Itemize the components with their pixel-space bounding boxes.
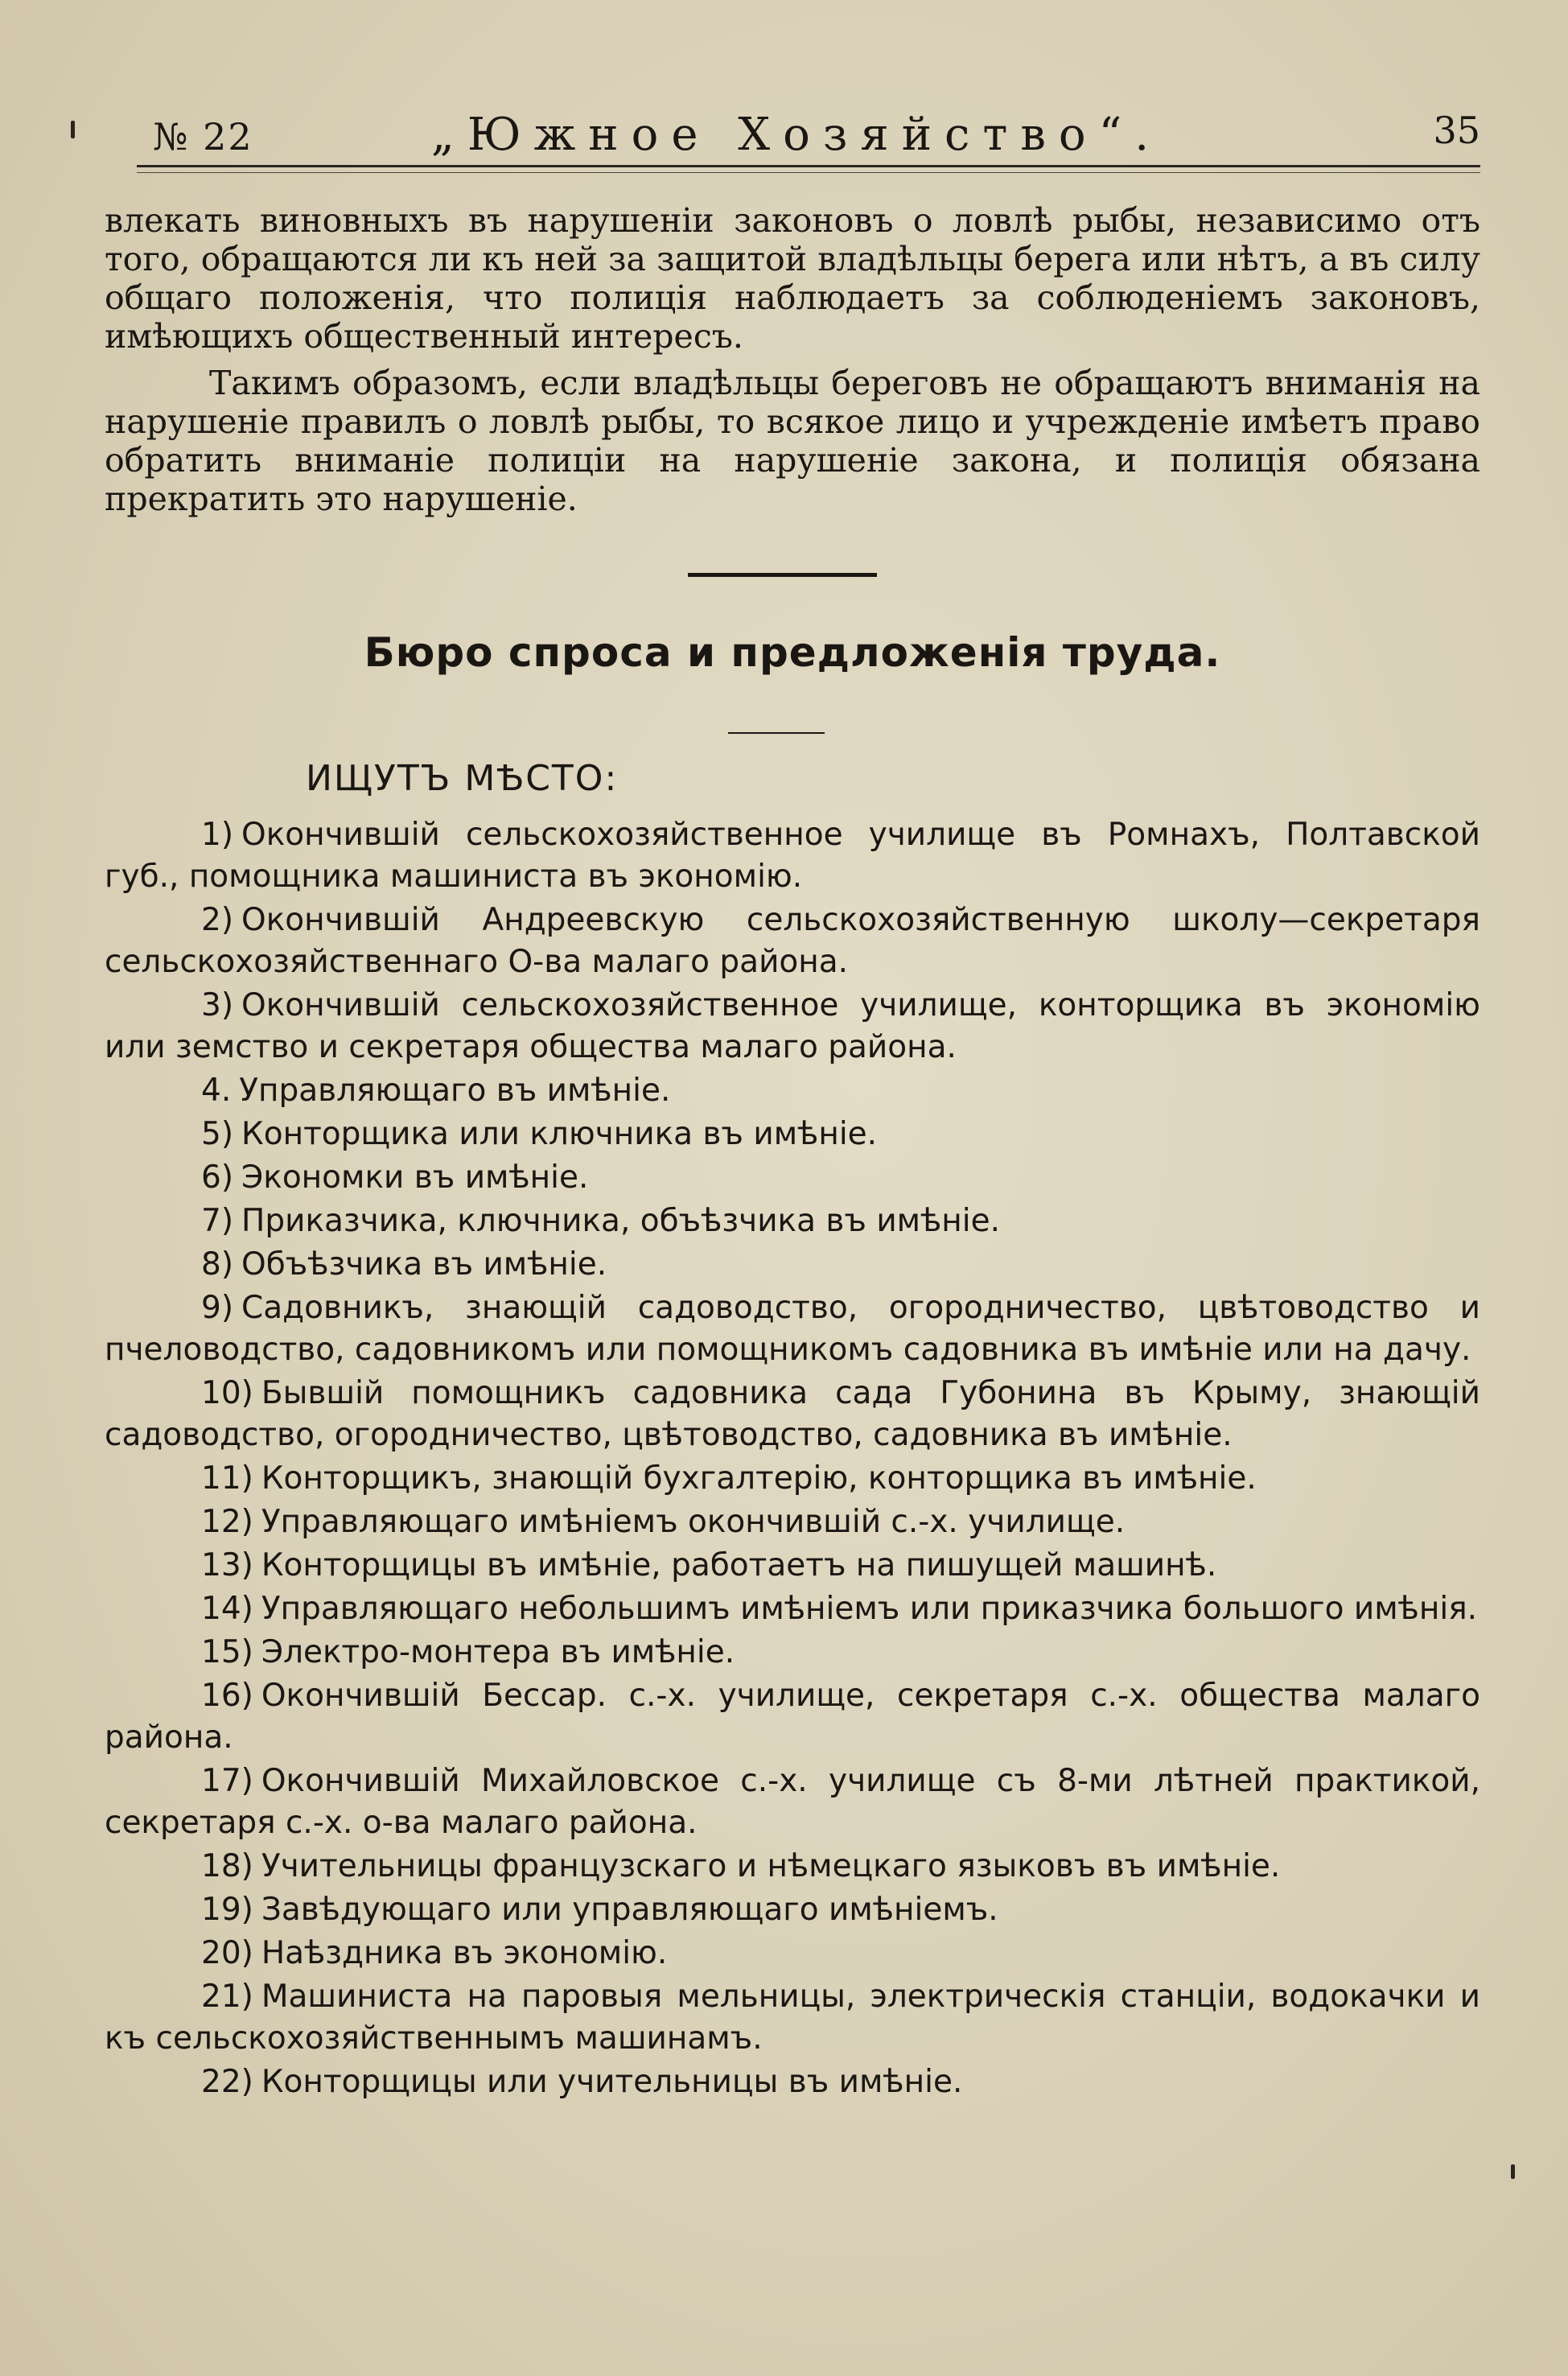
item-text: Управляющаго имѣнiемъ окончившiй с.-х. училище. [261,1504,1126,1540]
print-speck [1511,2164,1515,2179]
item-text: Наѣздника въ экономiю. [261,1935,668,1971]
list-item [105,2061,1480,2103]
item-text: Управляющаго въ имѣнiе. [239,1073,671,1109]
header-rule [137,165,1480,167]
item-text: Объѣзчика въ имѣнiе. [241,1246,607,1283]
journal-title: „Южное Хозяйство“. [430,109,1163,161]
paragraph-1: влекать виновныхъ въ нарушенiи законовъ о ловлѣ рыбы, независимо отъ того, обращаются ли къ ней за защитой владѣльцы берега или нѣтъ, а въ силу общаго положенiя, что полицiя наблюдаетъ за соблюденiемъ законовъ, имѣющихъ общественный интересъ. [105,201,1480,356]
list-item [105,814,1480,898]
item-text: Окончившiй сельскохозяйственное училище въ Ромнахъ, Полтавской губ., помощника машиниста въ экономiю. [105,817,1480,895]
item-number: 20) [201,1935,253,1971]
job-seekers-list [105,814,1480,2105]
item-number: 22) [201,2064,253,2100]
item-number: 18) [201,1848,253,1884]
list-item [105,1458,1480,1500]
list-item [105,1114,1480,1155]
item-number: 14) [201,1591,253,1627]
item-text: Экономки въ имѣнiе. [241,1159,589,1196]
list-item [105,1373,1480,1456]
header-rule-thin [137,172,1480,173]
item-text: Конторщикъ, знающiй бухгалтерiю, конторщика въ имѣнiе. [261,1460,1257,1497]
section-title: Бюро спроса и предложенiя труда. [364,629,1221,676]
item-text: Окончившiй Андреевскую сельскохозяйственную школу—секретаря сельскохозяйственнаго О-ва малаго района. [105,902,1480,980]
item-text: Бывшiй помощникъ садовника сада Губонина въ Крыму, знающiй садоводство, огородничество, цвѣтоводство, садовника въ имѣнiе. [105,1375,1480,1453]
issue-number: № 22 [153,115,253,159]
item-text: Окончившiй Бессар. с.-х. училище, секретаря с.-х. общества малаго района. [105,1678,1480,1756]
item-text: Машиниста на паровыя мельницы, электрическiя станцiи, водокачки и къ сельскохозяйственнымъ машинамъ. [105,1979,1480,2057]
item-number: 9) [201,1290,234,1326]
item-number: 2) [201,902,234,938]
print-speck [71,121,75,138]
item-number: 15) [201,1634,253,1670]
item-number: 16) [201,1678,253,1714]
item-number: 21) [201,1979,253,2015]
item-text: Окончившiй Михайловское с.-х. училище съ 8-ми лѣтней практикой, секретаря с.-х. о-ва малаго района. [105,1763,1480,1841]
item-number: 19) [201,1892,253,1928]
list-item [105,1976,1480,2060]
item-text: Учительницы французскаго и нѣмецкаго языковъ въ имѣнiе. [261,1848,1281,1884]
subheading: ИЩУТЪ МѢСТО: [306,758,619,799]
section-divider [688,573,877,577]
item-text: Конторщицы или учительницы въ имѣнiе. [261,2064,963,2100]
item-text: Завѣдующаго или управляющаго имѣнiемъ. [261,1892,998,1928]
page-number: 35 [1433,109,1480,152]
list-item [105,1200,1480,1242]
paragraph-2: Такимъ образомъ, если владѣльцы береговъ не обращаютъ вниманiя на нарушенiе правилъ о ловлѣ рыбы, то всякое лицо и учрежденiе имѣетъ право обратить вниманiе полицiи на нарушенiе закона, и полицiя обязана прекратить это нарушенiе. [105,364,1480,518]
list-item [105,1675,1480,1759]
item-text: Приказчика, ключника, объѣзчика въ имѣнiе. [241,1203,1001,1239]
list-item [105,1846,1480,1888]
list-item [105,985,1480,1069]
list-item [105,1244,1480,1286]
item-number: 1) [201,817,234,853]
item-number: 13) [201,1547,253,1583]
item-text: Электро-монтера въ имѣнiе. [261,1634,735,1670]
list-item [105,1070,1480,1112]
list-item [105,900,1480,983]
list-item [105,1157,1480,1199]
item-number: 5) [201,1116,234,1152]
item-number: 17) [201,1763,253,1799]
list-item [105,1889,1480,1931]
list-item [105,1588,1480,1630]
list-item [105,1933,1480,1975]
item-number: 11) [201,1460,253,1497]
item-number: 6) [201,1159,234,1196]
list-item [105,1760,1480,1844]
item-text: Конторщика или ключника въ имѣнiе. [241,1116,878,1152]
item-text: Конторщицы въ имѣнiе, работаетъ на пишущей машинѣ. [261,1547,1217,1583]
item-number: 8) [201,1246,234,1283]
item-number: 10) [201,1375,253,1411]
title-underline [728,732,825,734]
list-item [105,1545,1480,1587]
item-number: 12) [201,1504,253,1540]
item-text: Садовникъ, знающiй садоводство, огородничество, цвѣтоводство и пчеловодство, садовникомъ или помощникомъ садовника въ имѣнiе или на дачу. [105,1290,1480,1368]
item-number: 3) [201,987,234,1023]
item-text: Управляющаго небольшимъ имѣнiемъ или приказчика большого имѣнiя. [261,1591,1478,1627]
list-item [105,1501,1480,1543]
item-text: Окончившiй сельскохозяйственное училище, конторщика въ экономiю или земство и секретаря общества малаго района. [105,987,1480,1065]
item-number: 7) [201,1203,234,1239]
item-number: 4. [201,1073,232,1109]
list-item [105,1287,1480,1371]
running-header [153,109,1480,165]
list-item [105,1632,1480,1674]
